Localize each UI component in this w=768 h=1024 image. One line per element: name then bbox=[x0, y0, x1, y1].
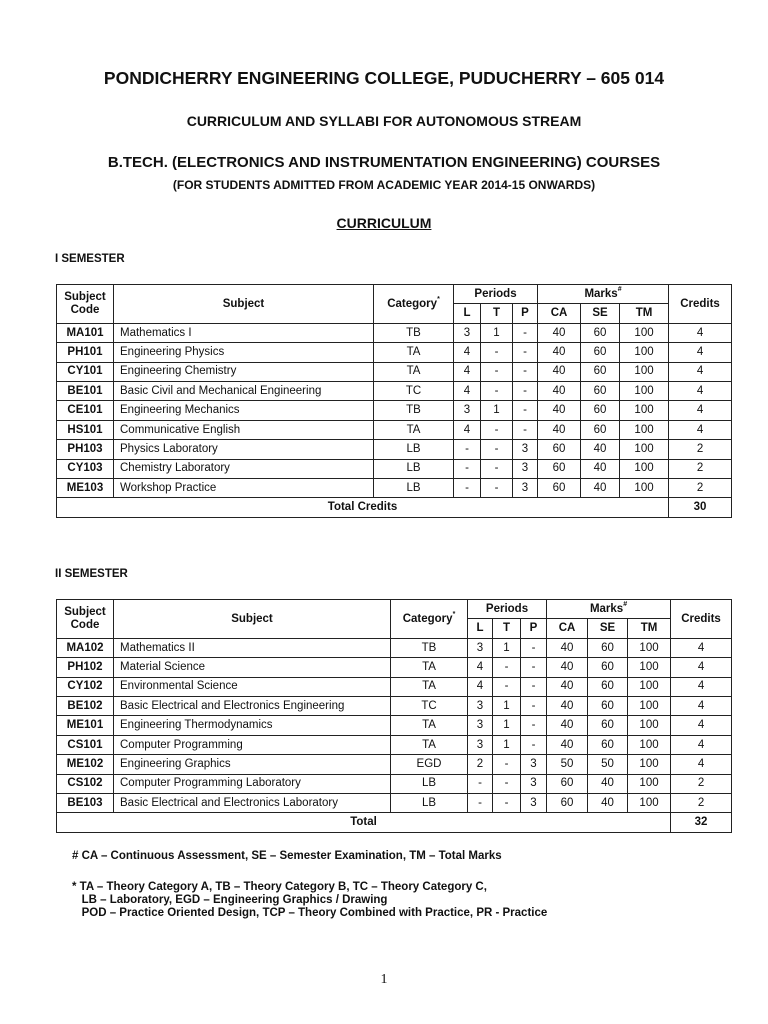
cell-ca: 40 bbox=[547, 696, 588, 715]
cell-subject: Engineering Thermodynamics bbox=[114, 716, 391, 735]
cell-l: 3 bbox=[468, 735, 493, 754]
table-row bbox=[57, 677, 732, 696]
cell-ca: 40 bbox=[547, 677, 588, 696]
cell-code: CS101 bbox=[57, 735, 114, 754]
table-row bbox=[57, 716, 732, 735]
header-subject-code: Subject Code bbox=[57, 285, 114, 324]
cell-l: 3 bbox=[468, 638, 493, 657]
cell-subject: Engineering Mechanics bbox=[114, 401, 374, 420]
cell-code: BE101 bbox=[57, 381, 114, 400]
header-l: L bbox=[468, 619, 493, 638]
cell-tm: 100 bbox=[620, 362, 669, 381]
cell-t: - bbox=[493, 755, 521, 774]
cell-ca: 40 bbox=[547, 716, 588, 735]
cell-subject: Engineering Physics bbox=[114, 343, 374, 362]
category-note-1: * TA – Theory Category A, TB – Theory Category B, TC – Theory Category C, bbox=[72, 881, 487, 893]
stream-title: CURRICULUM AND SYLLABI FOR AUTONOMOUS STREAM bbox=[186, 113, 582, 129]
header-p: P bbox=[513, 304, 538, 323]
cell-credits: 2 bbox=[671, 793, 732, 812]
table-row bbox=[57, 735, 732, 754]
cell-code: CE101 bbox=[57, 401, 114, 420]
cell-l: 3 bbox=[468, 696, 493, 715]
cell-credits: 4 bbox=[669, 381, 732, 400]
cell-p: - bbox=[521, 696, 547, 715]
cell-category: TC bbox=[374, 381, 454, 400]
cell-tm: 100 bbox=[628, 677, 671, 696]
cell-subject: Basic Civil and Mechanical Engineering bbox=[114, 381, 374, 400]
cell-subject: Physics Laboratory bbox=[114, 440, 374, 459]
cell-p: - bbox=[513, 343, 538, 362]
cell-p: 3 bbox=[513, 459, 538, 478]
cell-category: LB bbox=[391, 774, 468, 793]
cell-p: - bbox=[513, 362, 538, 381]
total-label: Total Credits bbox=[57, 498, 669, 517]
cell-t: - bbox=[481, 381, 513, 400]
header-credits: Credits bbox=[669, 285, 732, 324]
cell-category: TB bbox=[391, 638, 468, 657]
header-marks: Marks# bbox=[538, 285, 669, 304]
cell-se: 40 bbox=[581, 478, 620, 497]
table-row bbox=[57, 459, 732, 478]
notes bbox=[72, 850, 502, 862]
cell-tm: 100 bbox=[628, 638, 671, 657]
cell-l: 3 bbox=[468, 716, 493, 735]
cell-subject: Material Science bbox=[114, 658, 391, 677]
cell-p: - bbox=[521, 658, 547, 677]
header-periods: Periods bbox=[468, 600, 547, 619]
header-l: L bbox=[454, 304, 481, 323]
cell-ca: 40 bbox=[538, 420, 581, 439]
header-tm: TM bbox=[620, 304, 669, 323]
cell-t: - bbox=[481, 343, 513, 362]
cell-l: 4 bbox=[454, 420, 481, 439]
semester-2-table bbox=[56, 599, 732, 833]
cell-t: - bbox=[481, 478, 513, 497]
cell-se: 60 bbox=[581, 420, 620, 439]
cell-se: 60 bbox=[588, 677, 628, 696]
header-t: T bbox=[493, 619, 521, 638]
cell-l: 4 bbox=[454, 381, 481, 400]
table-row bbox=[57, 343, 732, 362]
table-row bbox=[57, 381, 732, 400]
table-row bbox=[57, 401, 732, 420]
cell-category: TA bbox=[391, 677, 468, 696]
cell-credits: 2 bbox=[669, 459, 732, 478]
programme-title: B.TECH. (ELECTRONICS AND INSTRUMENTATION ENGINEERING) COURSES bbox=[107, 154, 661, 171]
cell-l: - bbox=[454, 459, 481, 478]
header-category: Category* bbox=[374, 285, 454, 324]
cell-ca: 50 bbox=[547, 755, 588, 774]
total-label: Total bbox=[57, 813, 671, 832]
cell-p: - bbox=[521, 716, 547, 735]
cell-category: TA bbox=[391, 658, 468, 677]
marks-note: # CA – Continuous Assessment, SE – Semester Examination, TM – Total Marks bbox=[72, 850, 502, 862]
cell-code: HS101 bbox=[57, 420, 114, 439]
cell-l: - bbox=[454, 478, 481, 497]
cell-p: - bbox=[513, 323, 538, 342]
cell-t: - bbox=[481, 440, 513, 459]
cell-category: LB bbox=[374, 459, 454, 478]
cell-tm: 100 bbox=[620, 381, 669, 400]
cell-category: LB bbox=[374, 440, 454, 459]
cell-se: 40 bbox=[588, 774, 628, 793]
college-title: PONDICHERRY ENGINEERING COLLEGE, PUDUCHERRY – 605 014 bbox=[103, 68, 665, 88]
semester-2-heading: II SEMESTER bbox=[55, 568, 128, 580]
cell-t: 1 bbox=[493, 696, 521, 715]
cell-category: TA bbox=[391, 716, 468, 735]
cell-category: EGD bbox=[391, 755, 468, 774]
cell-tm: 100 bbox=[628, 716, 671, 735]
cell-ca: 40 bbox=[538, 362, 581, 381]
cell-p: - bbox=[521, 735, 547, 754]
cell-tm: 100 bbox=[628, 755, 671, 774]
total-row bbox=[57, 498, 732, 517]
cell-ca: 60 bbox=[538, 459, 581, 478]
header-subject: Subject bbox=[114, 285, 374, 324]
cell-credits: 4 bbox=[671, 677, 732, 696]
cell-subject: Basic Electrical and Electronics Laboratory bbox=[114, 793, 391, 812]
cell-t: 1 bbox=[493, 735, 521, 754]
header-se: SE bbox=[581, 304, 620, 323]
cell-ca: 40 bbox=[538, 401, 581, 420]
table-row bbox=[57, 793, 732, 812]
admission-note: (FOR STUDENTS ADMITTED FROM ACADEMIC YEAR 2014-15 ONWARDS) bbox=[172, 178, 596, 192]
total-value: 30 bbox=[669, 498, 732, 517]
cell-code: ME101 bbox=[57, 716, 114, 735]
cell-se: 60 bbox=[588, 716, 628, 735]
cell-subject: Mathematics I bbox=[114, 323, 374, 342]
total-value: 32 bbox=[671, 813, 732, 832]
cell-ca: 60 bbox=[538, 478, 581, 497]
cell-t: - bbox=[493, 793, 521, 812]
cell-category: TB bbox=[374, 323, 454, 342]
cell-ca: 40 bbox=[547, 658, 588, 677]
cell-t: - bbox=[481, 420, 513, 439]
cell-ca: 40 bbox=[538, 381, 581, 400]
cell-ca: 60 bbox=[547, 774, 588, 793]
cell-tm: 100 bbox=[620, 323, 669, 342]
cell-tm: 100 bbox=[628, 774, 671, 793]
cell-code: CY101 bbox=[57, 362, 114, 381]
cell-tm: 100 bbox=[620, 420, 669, 439]
cell-code: ME103 bbox=[57, 478, 114, 497]
cell-tm: 100 bbox=[620, 440, 669, 459]
cell-subject: Engineering Chemistry bbox=[114, 362, 374, 381]
header-subject: Subject bbox=[114, 600, 391, 639]
header-periods: Periods bbox=[454, 285, 538, 304]
cell-code: CY102 bbox=[57, 677, 114, 696]
cell-p: 3 bbox=[521, 793, 547, 812]
cell-credits: 4 bbox=[669, 401, 732, 420]
header-ca: CA bbox=[547, 619, 588, 638]
cell-credits: 4 bbox=[671, 638, 732, 657]
cell-tm: 100 bbox=[620, 459, 669, 478]
cell-subject: Computer Programming Laboratory bbox=[114, 774, 391, 793]
header-subject-code: Subject Code bbox=[57, 600, 114, 639]
cell-se: 60 bbox=[588, 696, 628, 715]
cell-se: 60 bbox=[581, 323, 620, 342]
header-tm: TM bbox=[628, 619, 671, 638]
cell-code: BE102 bbox=[57, 696, 114, 715]
cell-ca: 40 bbox=[538, 343, 581, 362]
header-ca: CA bbox=[538, 304, 581, 323]
cell-ca: 60 bbox=[547, 793, 588, 812]
cell-subject: Basic Electrical and Electronics Engineering bbox=[114, 696, 391, 715]
cell-code: ME102 bbox=[57, 755, 114, 774]
table-row bbox=[57, 323, 732, 342]
cell-credits: 4 bbox=[671, 716, 732, 735]
cell-category: TA bbox=[374, 343, 454, 362]
cell-se: 40 bbox=[588, 793, 628, 812]
cell-category: TB bbox=[374, 401, 454, 420]
cell-l: 4 bbox=[454, 343, 481, 362]
cell-tm: 100 bbox=[628, 735, 671, 754]
cell-p: - bbox=[521, 638, 547, 657]
cell-category: TC bbox=[391, 696, 468, 715]
cell-credits: 4 bbox=[671, 735, 732, 754]
table-row bbox=[57, 696, 732, 715]
cell-credits: 4 bbox=[671, 696, 732, 715]
table-row bbox=[57, 440, 732, 459]
cell-t: - bbox=[493, 677, 521, 696]
cell-tm: 100 bbox=[620, 343, 669, 362]
cell-code: MA102 bbox=[57, 638, 114, 657]
header-t: T bbox=[481, 304, 513, 323]
cell-subject: Engineering Graphics bbox=[114, 755, 391, 774]
cell-credits: 4 bbox=[669, 420, 732, 439]
cell-p: 3 bbox=[513, 440, 538, 459]
cell-category: TA bbox=[391, 735, 468, 754]
cell-ca: 40 bbox=[538, 323, 581, 342]
cell-credits: 4 bbox=[671, 658, 732, 677]
table-row bbox=[57, 362, 732, 381]
cell-se: 60 bbox=[588, 658, 628, 677]
cell-ca: 60 bbox=[538, 440, 581, 459]
cell-l: 3 bbox=[454, 401, 481, 420]
category-note-3: POD – Practice Oriented Design, TCP – Theory Combined with Practice, PR - Practice bbox=[72, 907, 548, 919]
cell-p: - bbox=[513, 381, 538, 400]
cell-code: MA101 bbox=[57, 323, 114, 342]
cell-tm: 100 bbox=[628, 793, 671, 812]
cell-p: - bbox=[513, 420, 538, 439]
cell-se: 50 bbox=[588, 755, 628, 774]
header-p: P bbox=[521, 619, 547, 638]
cell-subject: Communicative English bbox=[114, 420, 374, 439]
cell-se: 60 bbox=[581, 401, 620, 420]
cell-t: 1 bbox=[481, 323, 513, 342]
table-row bbox=[57, 478, 732, 497]
cell-t: 1 bbox=[481, 401, 513, 420]
header-credits: Credits bbox=[671, 600, 732, 639]
cell-credits: 4 bbox=[669, 323, 732, 342]
table-row bbox=[57, 774, 732, 793]
cell-p: - bbox=[513, 401, 538, 420]
cell-t: - bbox=[481, 362, 513, 381]
cell-code: CS102 bbox=[57, 774, 114, 793]
cell-category: TA bbox=[374, 420, 454, 439]
cell-credits: 2 bbox=[669, 478, 732, 497]
cell-se: 60 bbox=[581, 343, 620, 362]
cell-p: 3 bbox=[521, 755, 547, 774]
cell-category: TA bbox=[374, 362, 454, 381]
cell-category: LB bbox=[374, 478, 454, 497]
cell-se: 60 bbox=[581, 381, 620, 400]
header-marks: Marks# bbox=[547, 600, 671, 619]
cell-se: 60 bbox=[581, 362, 620, 381]
cell-tm: 100 bbox=[628, 696, 671, 715]
cell-credits: 2 bbox=[671, 774, 732, 793]
cell-code: PH102 bbox=[57, 658, 114, 677]
cell-l: 4 bbox=[454, 362, 481, 381]
cell-t: - bbox=[481, 459, 513, 478]
table-row bbox=[57, 755, 732, 774]
cell-t: - bbox=[493, 774, 521, 793]
cell-l: 4 bbox=[468, 658, 493, 677]
cell-credits: 4 bbox=[669, 343, 732, 362]
cell-se: 60 bbox=[588, 638, 628, 657]
cell-ca: 40 bbox=[547, 638, 588, 657]
cell-se: 60 bbox=[588, 735, 628, 754]
section-title: CURRICULUM bbox=[336, 215, 432, 231]
cell-credits: 2 bbox=[669, 440, 732, 459]
cell-subject: Computer Programming bbox=[114, 735, 391, 754]
cell-p: - bbox=[521, 677, 547, 696]
cell-code: CY103 bbox=[57, 459, 114, 478]
cell-code: PH103 bbox=[57, 440, 114, 459]
cell-code: BE103 bbox=[57, 793, 114, 812]
cell-subject: Chemistry Laboratory bbox=[114, 459, 374, 478]
cell-tm: 100 bbox=[628, 658, 671, 677]
total-row bbox=[57, 813, 732, 832]
cell-subject: Mathematics II bbox=[114, 638, 391, 657]
cell-l: 3 bbox=[454, 323, 481, 342]
category-note-2: LB – Laboratory, EGD – Engineering Graphics / Drawing bbox=[72, 894, 388, 906]
cell-p: 3 bbox=[521, 774, 547, 793]
cell-tm: 100 bbox=[620, 401, 669, 420]
cell-category: LB bbox=[391, 793, 468, 812]
cell-ca: 40 bbox=[547, 735, 588, 754]
semester-1-table bbox=[56, 284, 732, 518]
cell-l: - bbox=[468, 793, 493, 812]
cell-t: 1 bbox=[493, 638, 521, 657]
cell-l: - bbox=[468, 774, 493, 793]
semester-1-heading: I SEMESTER bbox=[55, 253, 125, 265]
cell-subject: Environmental Science bbox=[114, 677, 391, 696]
cell-l: 2 bbox=[468, 755, 493, 774]
cell-credits: 4 bbox=[669, 362, 732, 381]
cell-t: 1 bbox=[493, 716, 521, 735]
header-category: Category* bbox=[391, 600, 468, 639]
cell-tm: 100 bbox=[620, 478, 669, 497]
table-row bbox=[57, 658, 732, 677]
cell-t: - bbox=[493, 658, 521, 677]
cell-se: 40 bbox=[581, 459, 620, 478]
cell-subject: Workshop Practice bbox=[114, 478, 374, 497]
cell-p: 3 bbox=[513, 478, 538, 497]
header-se: SE bbox=[588, 619, 628, 638]
table-row bbox=[57, 638, 732, 657]
cell-se: 40 bbox=[581, 440, 620, 459]
cell-l: 4 bbox=[468, 677, 493, 696]
table-row bbox=[57, 420, 732, 439]
cell-code: PH101 bbox=[57, 343, 114, 362]
category-notes bbox=[72, 881, 547, 919]
cell-l: - bbox=[454, 440, 481, 459]
cell-credits: 4 bbox=[671, 755, 732, 774]
page-number: 1 bbox=[380, 972, 388, 987]
